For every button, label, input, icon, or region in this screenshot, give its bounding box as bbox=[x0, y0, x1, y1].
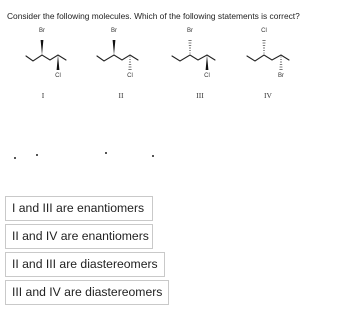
molecule-2-top-atom: Br bbox=[111, 28, 117, 34]
molecule-1-top-atom: Br bbox=[39, 28, 45, 34]
answer-option[interactable]: III and IV are diastereomers bbox=[5, 280, 169, 305]
molecule-4-numeral: IV bbox=[264, 91, 272, 100]
molecule-4-top-atom: Cl bbox=[261, 28, 267, 34]
molecule-1 bbox=[26, 28, 66, 100]
answer-option[interactable]: II and IV are enantiomers bbox=[5, 224, 153, 249]
stray-mark bbox=[36, 154, 38, 156]
answer-option[interactable]: II and III are diastereomers bbox=[5, 252, 165, 277]
molecule-1-numeral: I bbox=[41, 91, 45, 100]
molecule-2 bbox=[97, 28, 138, 100]
molecule-3 bbox=[172, 28, 215, 100]
stray-mark bbox=[152, 155, 154, 157]
answer-option[interactable]: I and III are enantiomers bbox=[5, 196, 153, 221]
molecule-2-numeral: II bbox=[118, 91, 124, 100]
molecule-structures bbox=[0, 0, 350, 110]
molecule-4 bbox=[247, 28, 289, 100]
molecule-1-bottom-atom: Cl bbox=[55, 73, 61, 79]
question-text: Consider the following molecules. Which of the following statements is correct? bbox=[7, 11, 300, 21]
molecule-3-top-atom: Br bbox=[187, 28, 193, 34]
molecule-3-bottom-atom: Cl bbox=[204, 73, 210, 79]
molecule-2-bottom-atom: Cl bbox=[127, 73, 133, 79]
molecule-3-numeral: III bbox=[196, 91, 204, 100]
molecule-4-bottom-atom: Br bbox=[278, 73, 284, 79]
stray-mark bbox=[105, 152, 107, 154]
stray-mark bbox=[14, 157, 16, 159]
